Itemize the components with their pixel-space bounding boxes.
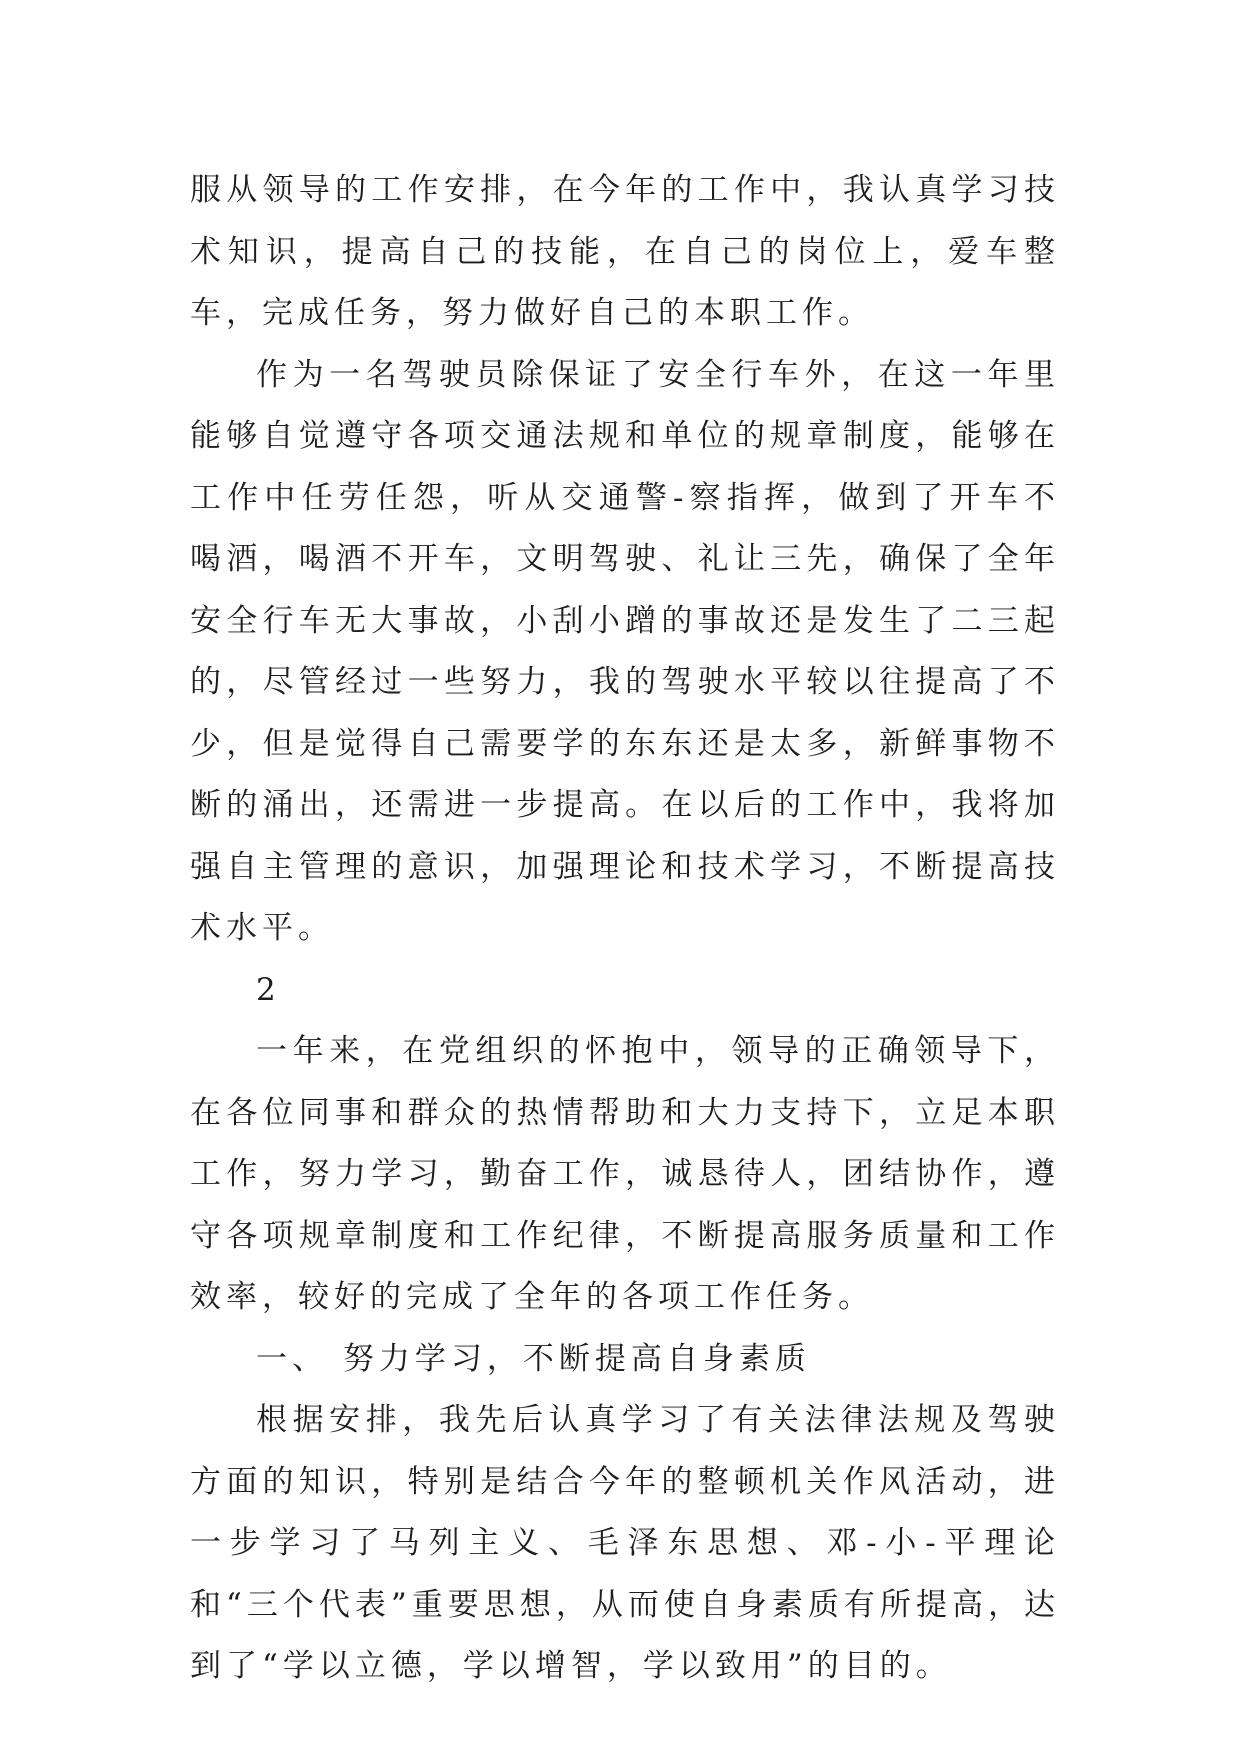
paragraph-continuation: 服从领导的工作安排，在今年的工作中，我认真学习技术知识，提高自己的技能，在自己的岗位上，爱车整车，完成任务，努力做好自己的本职工作。 <box>190 172 1060 331</box>
section-heading-study: 一、 努力学习，不断提高自身素质 <box>256 1340 811 1377</box>
document-body <box>190 160 1060 1698</box>
paragraph-study-details: 根据安排，我先后认真学习了有关法律法规及驾驶方面的知识，特别是结合今年的整顿机关作风活动，进一步学习了马列主义、毛泽东思想、邓-小-平理论和“三个代表”重要思想，从而使自身素质有所提高，达到了“学以立德，学以增智，学以致用”的目的。 <box>190 1402 1060 1684</box>
paragraph-driver-duties: 作为一名驾驶员除保证了安全行车外，在这一年里能够自觉遵守各项交通法规和单位的规章制度，能够在工作中任劳任怨，听从交通警-察指挥，做到了开车不喝酒，喝酒不开车，文明驾驶、礼让三先，确保了全年安全行车无大事故，小刮小蹭的事故还是发生了二三起的，尽管经过一些努力，我的驾驶水平较以往提高了不少，但是觉得自己需要学的东东还是太多，新鲜事物不断的涌出，还需进一步提高。在以后的工作中，我将加强自主管理的意识，加强理论和技术学习，不断提高技术水平。 <box>190 356 1060 946</box>
paragraph-year-summary: 一年来，在党组织的怀抱中，领导的正确领导下，在各位同事和群众的热情帮助和大力支持下，立足本职工作，努力学习，勤奋工作，诚恳待人，团结协作，遵守各项规章制度和工作纪律，不断提高服务质量和工作效率，较好的完成了全年的各项工作任务。 <box>190 1033 1060 1315</box>
section-number: 2 <box>256 971 281 1008</box>
